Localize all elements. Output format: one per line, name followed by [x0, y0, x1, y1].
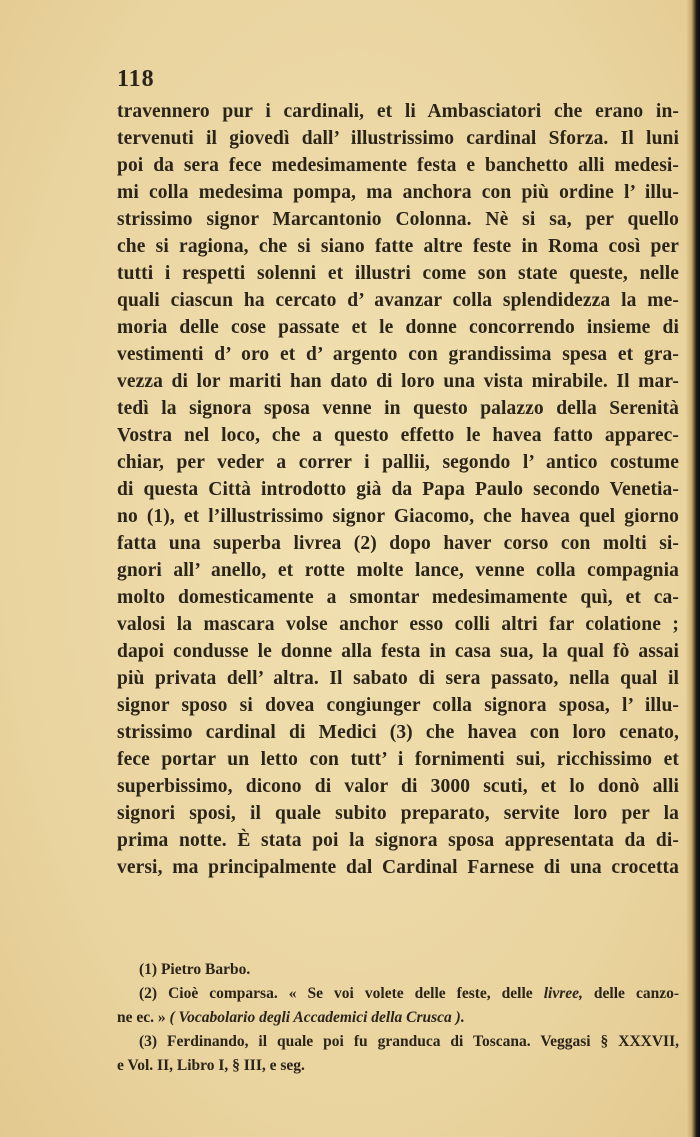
- text-line: signori sposi, il quale subito preparato, servite loro per la: [117, 803, 679, 824]
- footnotes: [117, 958, 679, 1078]
- text-line: moria delle cose passate et le donne concorrendo insieme di: [117, 317, 679, 338]
- text-line: no (1), et l’illustrissimo signor Giacomo, che havea quel giorno: [117, 506, 679, 527]
- footnote-2: [117, 982, 679, 1006]
- footnote-2-italic-b: ( Vocabolario degli Accademici della Crusca ).: [169, 1009, 465, 1026]
- text-line: di questa Città introdotto già da Papa Paulo secondo Venetia-: [117, 479, 679, 500]
- text-line: poi da sera fece medesimamente festa e banchetto alli medesi-: [117, 155, 679, 176]
- footnote-1: (1) Pietro Barbo.: [139, 961, 251, 978]
- text-line: dapoi condusse le donne alla festa in casa sua, la qual fò assai: [117, 641, 679, 662]
- text-line: chiar, per veder a correr i pallii, segondo l’ antico costume: [117, 452, 679, 473]
- text-line: fece portar un letto con tutt’ i fornimenti sui, ricchissimo et: [117, 749, 679, 770]
- text-line: strissimo signor Marcantonio Colonna. Nè si sa, per quello: [117, 209, 679, 230]
- text-line: gnori all’ anello, et rotte molte lance, venne colla compagnia: [117, 560, 679, 581]
- text-line: più privata dell’ altra. Il sabato di sera passato, nella qual il: [117, 668, 679, 689]
- footnote-2-italic-a: livree,: [543, 985, 583, 1002]
- text-line: prima notte. È stata poi la signora sposa appresentata da di-: [117, 830, 679, 851]
- text-line: mi colla medesima pompa, ma anchora con più ordine l’ illu-: [117, 182, 679, 203]
- text-line: quali ciascun ha cercato d’ avanzar colla splendidezza la me-: [117, 290, 679, 311]
- text-line: travennero pur i cardinali, et li Ambasciatori che erano in-: [117, 101, 679, 122]
- footnote-3-continued: e Vol. II, Libro I, § III, e seg.: [117, 1057, 305, 1074]
- text-line: tutti i respetti solenni et illustri come son state queste, nelle: [117, 263, 679, 284]
- page-number: 118: [117, 66, 155, 92]
- text-line: Vostra nel loco, che a questo effetto le havea fatto apparec-: [117, 425, 679, 446]
- text-line: valosi la mascara volse anchor esso colli altri far colatione ;: [117, 614, 679, 635]
- footnote-3: (3) Ferdinando, il quale poi fu granduca di Toscana. Veggasi § XXXVII,: [139, 1033, 679, 1050]
- text-line: vezza di lor mariti han dato di loro una vista mirabile. Il mar-: [117, 371, 679, 392]
- page-edge-shadow: [686, 0, 700, 1137]
- text-line: superbissimo, dicono di valor di 3000 scuti, et lo donò alli: [117, 776, 679, 797]
- footnote-2-text-a: (2) Cioè comparsa. « Se voi volete delle feste, delle: [139, 985, 544, 1002]
- text-line: tervenuti il giovedì dall’ illustrissimo cardinal Sforza. Il luni: [117, 128, 679, 149]
- text-line: che si ragiona, che si siano fatte altre feste in Roma così per: [117, 236, 679, 257]
- text-line: strissimo cardinal di Medici (3) che havea con loro cenato,: [117, 722, 679, 743]
- text-line: molto domesticamente a smontar medesimamente quì, et ca-: [117, 587, 679, 608]
- text-line: tedì la signora sposa venne in questo palazzo della Serenità: [117, 398, 679, 419]
- footnote-2-text-c: ne ec. »: [117, 1009, 170, 1026]
- text-line: versi, ma principalmente dal Cardinal Farnese di una crocetta: [117, 857, 679, 878]
- body-text: [117, 98, 679, 881]
- footnote-2-continued: [117, 1006, 679, 1030]
- text-line: vestimenti d’ oro et d’ argento con grandissima spesa et gra-: [117, 344, 679, 365]
- text-line: fatta una superba livrea (2) dopo haver corso con molti si-: [117, 533, 679, 554]
- text-line: signor sposo si dovea congiunger colla signora sposa, l’ illu-: [117, 695, 679, 716]
- footnote-2-text-b: delle canzo-: [582, 985, 679, 1002]
